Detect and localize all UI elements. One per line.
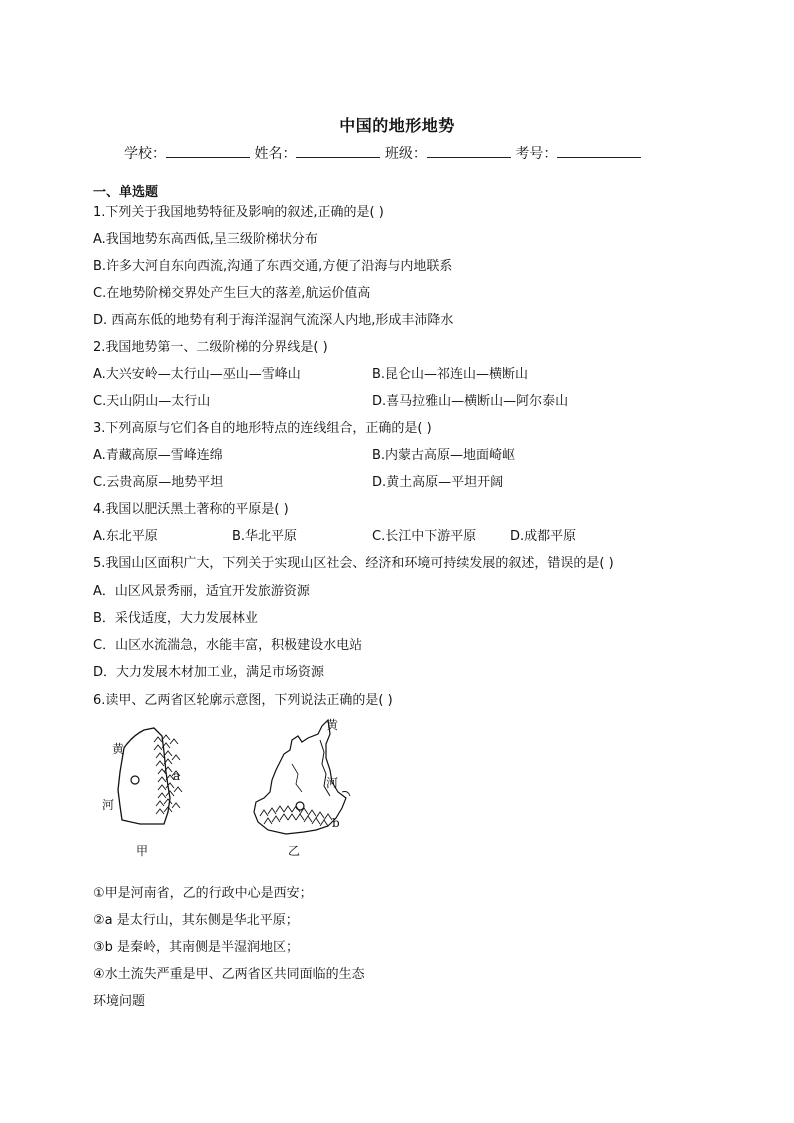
map-yi-outline xyxy=(246,712,356,862)
q1-option-c: C.在地势阶梯交界处产生巨大的落差,航运价值高 xyxy=(93,286,371,301)
q2-stem: 2.我国地势第一、二级阶梯的分界线是( ) xyxy=(93,340,328,355)
q6-statement-4-cont: 环境问题 xyxy=(93,994,146,1009)
q3-option-a: A.青藏高原—雪峰连绵 xyxy=(93,448,223,463)
map-yi-label-huang: 黄 xyxy=(326,718,339,732)
q5-option-d: D．大力发展木材加工业，满足市场资源 xyxy=(93,665,325,680)
map-yi-label-he: 河 xyxy=(326,776,339,790)
q1-option-b: B.许多大河自东向西流,沟通了东西交通,方便了沿海与内地联系 xyxy=(93,259,453,274)
section-heading: 一、单选题 xyxy=(93,185,159,200)
q4-option-c: C.长江中下游平原 xyxy=(372,529,477,544)
school-blank xyxy=(166,145,250,158)
q4-option-a: A.东北平原 xyxy=(93,529,158,544)
q5-option-c: C．山区水流湍急，水能丰富，积极建设水电站 xyxy=(93,638,363,653)
q3-option-d: D.黄土高原—平坦开阔 xyxy=(372,475,504,490)
class-label: 班级： xyxy=(384,146,427,162)
number-blank xyxy=(557,145,641,158)
q6-statement-4: ④水土流失严重是甲、乙两省区共同面临的生态 xyxy=(93,967,365,982)
q6-statement-2: ②a 是太行山，其东侧是华北平原； xyxy=(93,913,299,928)
q6-statement-1: ①甲是河南省，乙的行政中心是西安； xyxy=(93,886,313,901)
q4-option-b: B.华北平原 xyxy=(232,529,298,544)
q5-stem: 5.我国山区面积广大，下列关于实现山区社会、经济和环境可持续发展的叙述，错误的是( ) xyxy=(93,556,614,571)
q2-option-d: D.喜马拉雅山—横断山—阿尔泰山 xyxy=(372,394,569,409)
q5-option-b: B．采伐适度，大力发展林业 xyxy=(93,611,258,626)
q1-stem: 1.下列关于我国地势特征及影响的叙述,正确的是( ) xyxy=(93,205,384,220)
q2-option-b: B.昆仑山—祁连山—横断山 xyxy=(372,367,529,382)
q3-option-c: C.云贵高原—地势平坦 xyxy=(93,475,224,490)
map-jia-outline xyxy=(98,716,208,861)
q1-option-a: A.我国地势东高西低,呈三级阶梯状分布 xyxy=(93,232,318,247)
q2-option-a: A.大兴安岭—太行山—巫山—雪峰山 xyxy=(93,367,301,382)
q3-stem: 3.下列高原与它们各自的地形特点的连线组合，正确的是( ) xyxy=(93,421,432,436)
q4-stem: 4.我国以肥沃黑土著称的平原是( ) xyxy=(93,502,289,517)
q2-option-c: C.天山阴山—太行山 xyxy=(93,394,211,409)
map-jia-label-a: a xyxy=(173,769,181,783)
q3-option-b: B.内蒙古高原—地面崎岖 xyxy=(372,448,516,463)
map-yi-caption: 乙 xyxy=(288,844,301,858)
map-jia xyxy=(98,716,208,861)
name-label: 姓名： xyxy=(254,146,297,162)
q4-option-d: D.成都平原 xyxy=(510,529,577,544)
map-yi-label-b: b xyxy=(332,816,340,830)
map-jia-caption: 甲 xyxy=(136,844,149,858)
school-label: 学校： xyxy=(124,146,166,162)
student-info-row xyxy=(124,143,641,163)
class-blank xyxy=(427,145,511,158)
map-jia-label-huang: 黄 xyxy=(112,742,125,756)
map-yi xyxy=(246,712,356,862)
q6-stem: 6.读甲、乙两省区轮廓示意图，下列说法正确的是( ) xyxy=(93,693,393,708)
name-blank xyxy=(296,145,380,158)
map-jia-label-he: 河 xyxy=(102,798,115,812)
q5-option-a: A．山区风景秀丽，适宜开发旅游资源 xyxy=(93,584,310,599)
page-title: 中国的地形地势 xyxy=(339,116,455,135)
q1-option-d: D. 西高东低的地势有利于海洋湿润气流深人内地,形成丰沛降水 xyxy=(93,313,454,328)
number-label: 考号： xyxy=(515,146,558,162)
q6-statement-3: ③b 是秦岭，其南侧是半湿润地区； xyxy=(93,940,300,955)
